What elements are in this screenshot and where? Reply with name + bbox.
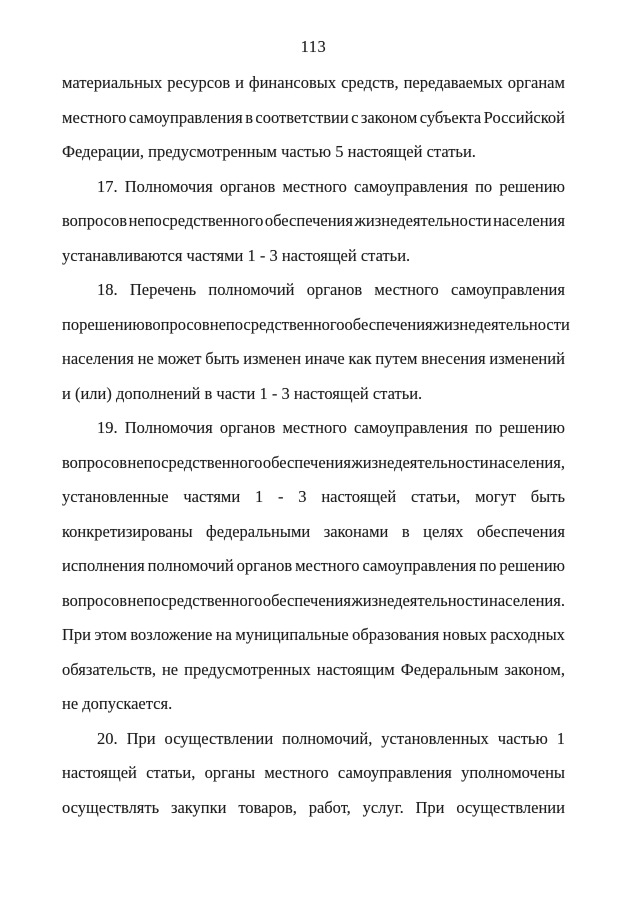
paragraph <box>62 66 565 170</box>
word: федеральными <box>206 521 311 541</box>
word: новых <box>442 625 487 644</box>
word: Российской <box>483 107 565 127</box>
word: 19. <box>97 418 118 437</box>
word: населения <box>493 211 565 230</box>
word: жизнедеятельности <box>351 590 489 610</box>
word: непосредственного <box>209 314 345 334</box>
word: субъекта <box>419 107 482 127</box>
text-line <box>62 653 565 688</box>
word: 1 <box>254 487 264 506</box>
word: - <box>278 487 284 506</box>
word: иначе <box>304 349 345 368</box>
word: 1 <box>556 728 565 748</box>
word: органов <box>306 280 363 299</box>
word: самоуправления <box>337 763 452 782</box>
text-line <box>62 170 565 205</box>
word: передаваемых <box>403 73 503 92</box>
word: органов <box>219 418 276 437</box>
word: населения <box>62 349 134 368</box>
text-line: Федерации, предусмотренным частью 5 настоящей статьи. <box>62 142 476 161</box>
word: органов <box>236 556 293 575</box>
word: и <box>235 73 244 92</box>
word: муниципальные <box>235 625 349 644</box>
paragraph <box>62 722 565 826</box>
text-line: не допускается. <box>62 694 173 713</box>
word: местного <box>295 556 360 575</box>
word: по <box>475 418 493 437</box>
word: населения. <box>489 590 565 610</box>
word: органы <box>204 763 256 782</box>
word: Полномочия <box>124 418 213 437</box>
word: уполномочены <box>461 763 565 782</box>
word: статьи, <box>146 763 196 782</box>
word: в <box>401 521 410 541</box>
word: в <box>245 107 253 127</box>
text-line <box>62 515 565 550</box>
word: конкретизированы <box>62 521 193 541</box>
word: населения, <box>489 452 565 472</box>
word: внесения <box>421 349 486 368</box>
word: обеспечения <box>262 590 351 610</box>
word: При <box>415 797 445 817</box>
word: самоуправления <box>354 176 468 196</box>
text-line <box>62 446 565 481</box>
word: законом <box>360 107 418 127</box>
word: возложение <box>130 625 213 644</box>
text-line <box>62 618 565 653</box>
word: жизнедеятельности <box>354 211 492 230</box>
word: статьи, <box>410 487 461 506</box>
word: решению <box>79 314 145 334</box>
word: настоящей <box>62 763 137 782</box>
word: быть <box>530 487 565 506</box>
text-line <box>62 756 565 791</box>
word: на <box>215 625 232 644</box>
word: средств, <box>341 73 399 92</box>
word: законами <box>323 521 389 541</box>
word: изменений <box>489 349 565 368</box>
word: установленных <box>381 728 489 748</box>
word: Полномочия <box>124 176 213 196</box>
word: как <box>348 349 372 368</box>
word: непосредственного <box>127 590 263 610</box>
word: вопросов <box>144 314 210 334</box>
text-line <box>62 791 565 826</box>
word: непосредственного <box>128 211 264 230</box>
text-line <box>62 549 565 584</box>
word: органов <box>219 176 276 196</box>
text-line <box>62 342 565 377</box>
word: вопросов <box>62 452 128 472</box>
paragraph <box>62 273 570 411</box>
word: местного <box>264 763 329 782</box>
word: частями <box>183 487 241 506</box>
text-line <box>62 411 565 446</box>
word: финансовых <box>248 73 337 92</box>
word: решению <box>499 556 565 575</box>
word: этом <box>94 625 127 644</box>
word: местного <box>282 418 347 437</box>
word: соответствии <box>255 107 349 127</box>
text-line <box>62 204 565 239</box>
word: работ, <box>308 797 351 817</box>
word: самоуправления <box>354 418 468 437</box>
word: целях <box>423 521 464 541</box>
word: предусмотренных <box>184 659 311 679</box>
text-line <box>62 66 565 101</box>
word: местного <box>374 280 439 299</box>
word: установленные <box>62 487 169 506</box>
word: ресурсов <box>167 73 231 92</box>
word: изменен <box>243 349 302 368</box>
word: настоящим <box>316 659 395 679</box>
paragraph <box>62 170 565 274</box>
word: местного <box>62 107 127 127</box>
word: При <box>62 625 91 644</box>
word: При <box>126 728 156 748</box>
word: с <box>351 107 359 127</box>
text-line: устанавливаются частями 1 - 3 настоящей статьи. <box>62 245 411 265</box>
word: материальных <box>62 73 163 92</box>
word: Перечень <box>129 280 197 299</box>
word: решению <box>499 418 565 437</box>
word: обеспечения <box>264 211 353 230</box>
word: обязательств, <box>62 659 156 679</box>
word: не <box>137 349 154 368</box>
text-line <box>62 722 565 757</box>
word: образования <box>352 625 440 644</box>
word: полномочий, <box>282 728 373 748</box>
page-number: 113 <box>300 37 327 56</box>
word: осуществлении <box>456 797 565 817</box>
word: настоящей <box>321 487 397 506</box>
word: жизнедеятельности <box>432 314 570 334</box>
text-line <box>62 480 565 515</box>
word: 18. <box>97 280 118 299</box>
word: Федеральным <box>400 659 499 679</box>
word: местного <box>282 176 347 196</box>
word: 3 <box>298 487 307 506</box>
text-line <box>62 308 570 343</box>
word: полномочий <box>208 280 295 299</box>
word: 17. <box>97 176 118 196</box>
word: законом, <box>504 659 565 679</box>
word: непосредственного <box>127 452 263 472</box>
word: товаров, <box>238 797 297 817</box>
word: могут <box>475 487 516 506</box>
word: быть <box>205 349 240 368</box>
word: расходных <box>490 625 565 644</box>
word: органам <box>507 73 565 92</box>
word: самоуправления <box>451 280 565 299</box>
word: обеспечения <box>262 452 351 472</box>
word: решению <box>499 176 565 196</box>
text-line <box>62 584 565 619</box>
word: исполнения <box>62 556 145 575</box>
word: жизнедеятельности <box>351 452 489 472</box>
word: услуг. <box>362 797 404 817</box>
word: по <box>475 176 493 196</box>
word: по <box>479 556 497 575</box>
document-body <box>62 66 570 825</box>
text-line <box>62 273 565 308</box>
word: вопросов <box>62 211 128 230</box>
word: полномочий <box>147 556 234 575</box>
word: по <box>62 314 80 334</box>
word: 20. <box>97 728 118 748</box>
word: самоуправления <box>362 556 477 575</box>
word: не <box>161 659 179 679</box>
word: путем <box>375 349 418 368</box>
paragraph <box>62 411 565 722</box>
word: самоуправления <box>128 107 243 127</box>
word: частью <box>497 728 548 748</box>
word: может <box>157 349 202 368</box>
word: обеспечения <box>476 521 565 541</box>
word: вопросов <box>62 590 128 610</box>
word: осуществлении <box>164 728 274 748</box>
text-line: и (или) дополнений в части 1 - 3 настоящей статьи. <box>62 383 423 403</box>
word: обеспечения <box>344 314 433 334</box>
text-line <box>62 101 565 136</box>
word: осуществлять <box>62 797 160 817</box>
word: закупки <box>170 797 227 817</box>
